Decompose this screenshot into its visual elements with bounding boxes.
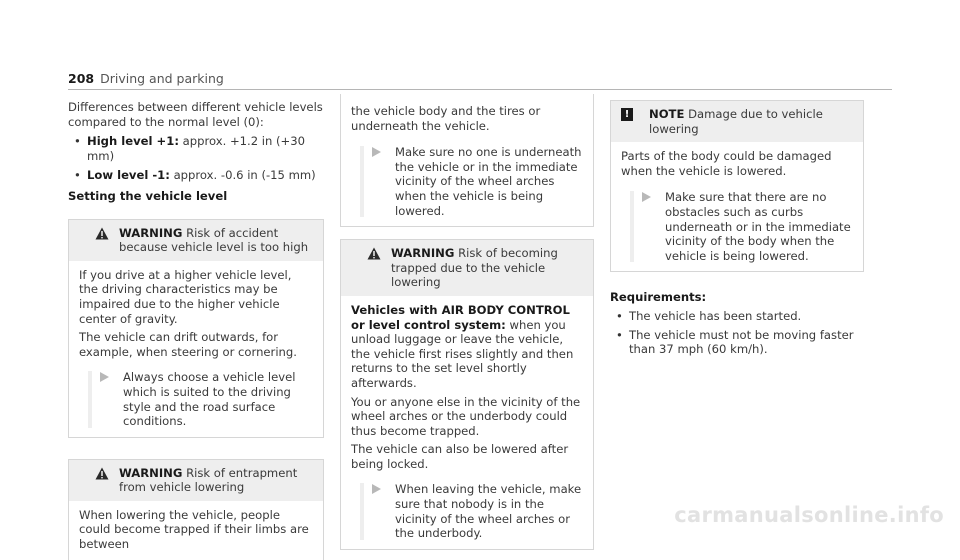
- step-arrow-icon: [100, 372, 109, 382]
- page-header: [68, 72, 224, 87]
- warning-text: When lowering the vehicle, people could become trapped if their limbs are between: [79, 507, 309, 552]
- step-arrow-icon: [372, 484, 381, 494]
- warning-title: Risk of becoming trapped due to the vehicle lowering: [391, 246, 558, 290]
- instruction-step: Always choose a vehicle level which is suited to the driving style and the road surface conditions.: [79, 370, 314, 428]
- section-heading: Setting the vehicle level: [68, 188, 228, 203]
- notice-box: [610, 100, 864, 272]
- warning-box: [68, 219, 324, 438]
- warning-text: Vehicles with AIR BODY CONTROL or level control system: when you unload luggage or leave the vehicle, the vehicle first rises slightly and then returns to the set level shortly afterwards.: [351, 302, 574, 390]
- warning-title: Risk of entrapment from vehicle lowering: [119, 465, 298, 495]
- notice-body: [611, 142, 863, 271]
- warning-label: WARNING: [119, 225, 183, 240]
- warning-text: the vehicle body and the tires or underneath the vehicle.: [351, 104, 541, 133]
- step-bar: [630, 191, 634, 262]
- instruction-step: Make sure no one is underneath the vehicle or in the immediate vicinity of the wheel arches when the vehicle is being lowered.: [351, 145, 584, 218]
- warning-continuation-box: [340, 94, 594, 227]
- step-bar: [360, 146, 364, 217]
- instruction-step: When leaving the vehicle, make sure that nobody is in the vicinity of the wheel arches or the underbody.: [351, 482, 584, 540]
- intro-text: Differences between different vehicle levels compared to the normal level (0):: [68, 100, 323, 129]
- step-arrow-icon: [642, 192, 651, 202]
- warning-body: [69, 261, 323, 437]
- warning-body: [69, 501, 323, 560]
- warning-text: The vehicle can also be lowered after being locked.: [351, 442, 569, 471]
- warning-header: [69, 220, 323, 261]
- step-arrow-icon: [372, 147, 381, 157]
- requirement-item: • The vehicle has been started.: [610, 309, 864, 324]
- notice-exclamation-icon: !: [621, 108, 633, 121]
- warning-body: [341, 296, 593, 549]
- instruction-step: Make sure that there are no obstacles such as curbs underneath or in the immediate vicinity of the body when the vehicle is being lowered.: [621, 190, 854, 263]
- warning-label: WARNING: [391, 246, 455, 261]
- header-divider: [68, 89, 892, 90]
- page-number: 208: [68, 71, 95, 86]
- warning-text: If you drive at a higher vehicle level, the driving characteristics may be impaired due to the higher vehicle center of gravity.: [79, 267, 292, 326]
- page-title: Driving and parking: [100, 71, 224, 86]
- warning-triangle-icon: [95, 227, 109, 240]
- warning-triangle-icon: [367, 247, 381, 260]
- step-bar: [88, 371, 92, 427]
- warning-text: The vehicle can drift outwards, for example, when steering or cornering.: [79, 330, 297, 359]
- notice-header: [611, 101, 863, 142]
- warning-box: [68, 459, 324, 560]
- list-item: • Low level -1: approx. -0.6 in (-15 mm): [68, 168, 324, 183]
- notice-text: Parts of the body could be damaged when the vehicle is lowered.: [621, 149, 832, 178]
- warning-header: [69, 460, 323, 501]
- warning-text: You or anyone else in the vicinity of the wheel arches or the underbody could thus become trapped.: [351, 394, 581, 438]
- step-bar: [360, 483, 364, 539]
- column-2: [340, 94, 594, 550]
- column-1: [68, 100, 324, 560]
- requirement-item: • The vehicle must not be moving faster than 37 mph (60 km/h).: [610, 328, 864, 357]
- warning-title: Risk of accident because vehicle level is too high: [119, 225, 309, 255]
- warning-body: [341, 94, 593, 226]
- warning-triangle-icon: [95, 467, 109, 480]
- requirements-heading: Requirements:: [610, 290, 707, 305]
- column-3: [610, 100, 864, 357]
- notice-label: NOTE: [649, 107, 685, 121]
- warning-header: [341, 240, 593, 296]
- watermark: carmanualsonline.info: [674, 503, 944, 527]
- notice-title: Damage due to vehicle lowering: [649, 107, 823, 136]
- list-item: • High level +1: approx. +1.2 in (+30 mm): [68, 134, 324, 163]
- warning-label: WARNING: [119, 465, 183, 480]
- warning-box: [340, 239, 594, 550]
